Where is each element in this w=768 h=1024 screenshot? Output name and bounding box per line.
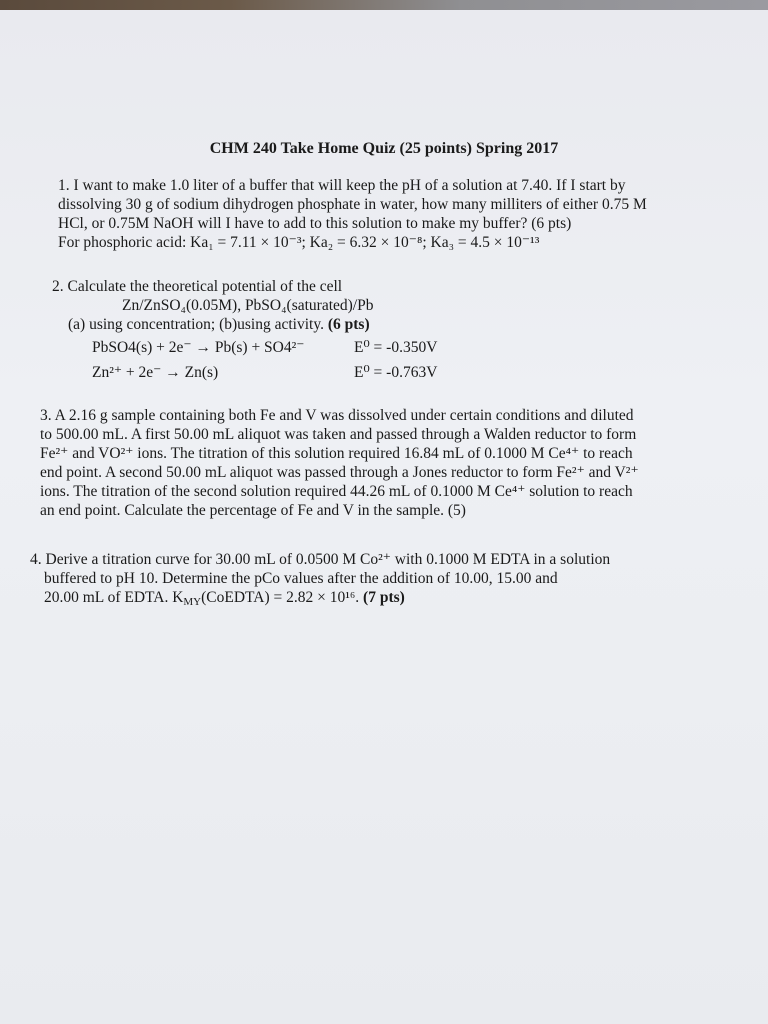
q3-line-5: ions. The titration of the second solution required 44.26 mL of 0.1000 M Ce⁴⁺ solution to reach (40, 483, 633, 500)
question-3 (40, 406, 740, 520)
q4-line-2: buffered to pH 10. Determine the pCo values after the addition of 10.00, 15.00 and (44, 570, 558, 587)
q2-eq1-reaction: PbSO4(s) + 2e⁻ → Pb(s) + SO4²⁻ (92, 339, 305, 356)
q2-line-3-text: (a) using concentration; (b)using activity. (68, 316, 324, 333)
q3-line-2: to 500.00 mL. A first 50.00 mL aliquot was taken and passed through a Walden reductor to form (40, 426, 637, 443)
q3-line-6: an end point. Calculate the percentage of Fe and V in the sample. (5) (40, 502, 466, 519)
q3-line-1: 3. A 2.16 g sample containing both Fe and V was dissolved under certain conditions and diluted (40, 407, 634, 424)
q1-line-2: dissolving 30 g of sodium dihydrogen phosphate in water, how many milliters of either 0.75 M (58, 196, 647, 213)
q1-line-3: HCl, or 0.75M NaOH will I have to add to this solution to make my buffer? (6 pts) (58, 215, 572, 232)
question-4 (30, 550, 740, 607)
q4-kmy-subscript: MY (183, 596, 202, 608)
q2-points: (6 pts) (327, 316, 370, 333)
q2-equation-1 (52, 338, 732, 357)
q4-line-3-text: 20.00 mL of EDTA. K (44, 589, 184, 606)
q2-equation-2 (52, 363, 732, 382)
q3-line-4: end point. A second 50.00 mL aliquot was passed through a Jones reductor to form Fe²⁺ and V²⁺ (40, 464, 639, 481)
q2-cell-notation: Zn/ZnSO₄(0.05M), PbSO₄(saturated)/Pb (122, 297, 374, 314)
question-2 (52, 277, 732, 382)
q2-eq2-potential: E⁰ = -0.763V (354, 364, 438, 381)
q2-eq1-potential: E⁰ = -0.350V (354, 339, 438, 356)
q4-points: (7 pts) (363, 589, 405, 606)
page-title: CHM 240 Take Home Quiz (25 points) Spring 2017 (209, 140, 559, 157)
q2-line-3 (52, 315, 732, 334)
q1-line-1: 1. I want to make 1.0 liter of a buffer that will keep the pH of a solution at 7.40. If I start by (58, 177, 626, 194)
q4-line-3-rest: (CoEDTA) = 2.82 × 10¹⁶. (201, 589, 360, 606)
q4-line-1: 4. Derive a titration curve for 30.00 mL of 0.0500 M Co²⁺ with 0.1000 M EDTA in a solution (30, 551, 611, 568)
q1-line-4: For phosphoric acid: Ka₁ = 7.11 × 10⁻³; Ka₂ = 6.32 × 10⁻⁸; Ka₃ = 4.5 × 10⁻¹³ (58, 234, 540, 251)
q4-line-3 (30, 588, 740, 607)
q2-eq2-reaction: Zn²⁺ + 2e⁻ → Zn(s) (92, 364, 219, 381)
paper-sheet (0, 10, 768, 1024)
q2-line-1: 2. Calculate the theoretical potential of the cell (52, 278, 343, 295)
q3-line-3: Fe²⁺ and VO²⁺ ions. The titration of this solution required 16.84 mL of 0.1000 M Ce⁴⁺ to reach (40, 445, 633, 462)
question-1 (58, 176, 738, 252)
